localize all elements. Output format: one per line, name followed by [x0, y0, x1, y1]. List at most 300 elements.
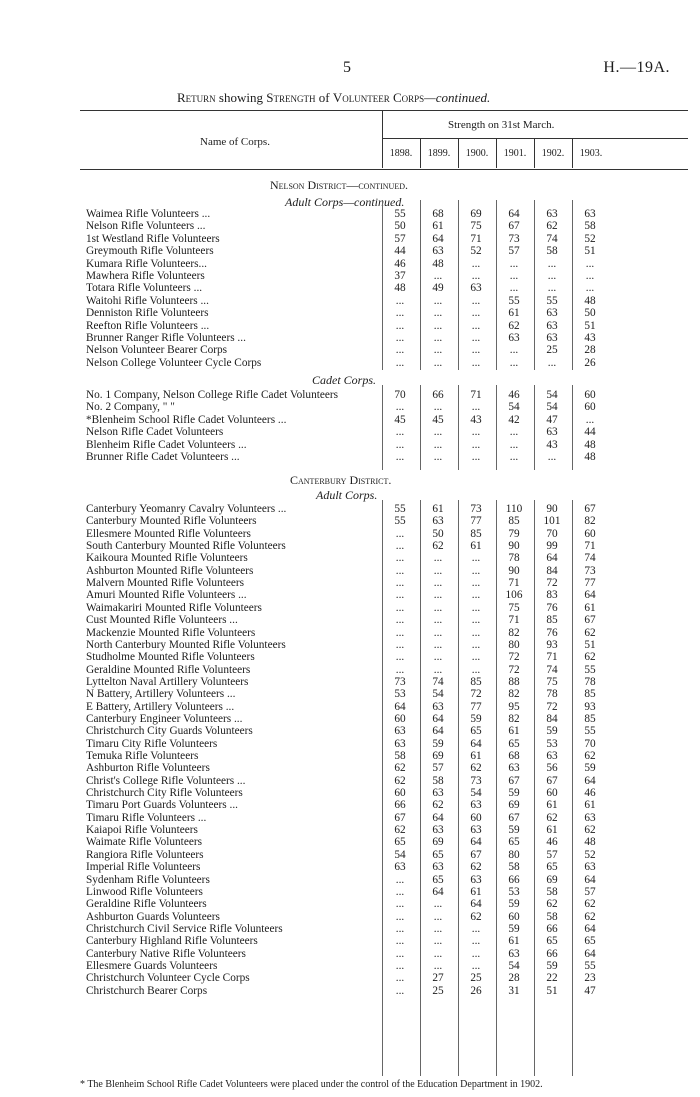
- strength-cell: 55: [394, 515, 406, 528]
- table-row: [86, 220, 690, 232]
- strength-cell: ...: [471, 344, 481, 357]
- strength-cell: ...: [471, 959, 481, 972]
- corps-name: Waimea Rifle Volunteers ...: [86, 208, 211, 220]
- strength-cell: ...: [509, 282, 519, 295]
- column-rule: [458, 200, 459, 370]
- table-row: [86, 985, 690, 997]
- table-row: [86, 344, 690, 356]
- strength-cell: 84: [546, 712, 558, 725]
- strength-cell: ...: [471, 401, 481, 414]
- strength-cell: 71: [508, 577, 520, 590]
- strength-cell: ...: [395, 638, 405, 651]
- strength-cell: 95: [508, 700, 520, 713]
- strength-cell: 63: [394, 861, 406, 874]
- strength-cell: 62: [432, 540, 444, 553]
- strength-cell: 51: [546, 984, 558, 997]
- year-header-1900: 1900.: [465, 148, 489, 159]
- strength-cell: ...: [395, 319, 405, 332]
- strength-cell: 63: [546, 750, 558, 762]
- strength-cell: 62: [584, 898, 596, 911]
- strength-cell: ...: [471, 922, 481, 935]
- strength-cell: 67: [394, 811, 406, 824]
- strength-cell: 72: [470, 688, 482, 701]
- strength-cell: 54: [546, 389, 558, 401]
- strength-cell: 62: [584, 750, 596, 762]
- strength-cell: ...: [433, 614, 443, 627]
- strength-cell: 65: [546, 861, 558, 874]
- strength-cell: ...: [395, 540, 405, 553]
- strength-cell: 25: [546, 344, 558, 357]
- strength-cell: 51: [584, 245, 596, 258]
- strength-cell: 61: [508, 725, 520, 738]
- table-row: [86, 589, 690, 601]
- strength-cell: 57: [508, 245, 520, 258]
- strength-cell: ...: [509, 257, 519, 270]
- strength-cell: 55: [584, 959, 596, 972]
- strength-cell: 52: [470, 245, 482, 258]
- name-column-header: Name of Corps.: [200, 136, 270, 148]
- strength-cell: 83: [546, 589, 558, 602]
- strength-cell: 78: [584, 675, 596, 688]
- table-row: [86, 725, 690, 737]
- corps-name: Christchurch City Rifle Volunteers: [86, 787, 243, 800]
- table-row: [86, 688, 690, 700]
- strength-cell: 26: [584, 356, 596, 369]
- strength-cell: 85: [546, 614, 558, 627]
- column-rule: [382, 500, 383, 1076]
- table-row: [86, 787, 690, 799]
- section-canterbury-adult: Adult Corps.: [316, 488, 378, 502]
- strength-cell: ...: [471, 270, 481, 282]
- strength-cell: 82: [584, 515, 596, 528]
- strength-cell: 65: [470, 725, 482, 738]
- strength-cell: 64: [432, 811, 444, 824]
- strength-cell: 61: [470, 750, 482, 762]
- column-rule: [572, 200, 573, 370]
- strength-cell: 57: [394, 232, 406, 245]
- strength-cell: 63: [584, 208, 596, 220]
- strength-cell: 77: [470, 515, 482, 528]
- strength-cell: 63: [470, 799, 482, 812]
- strength-cell: 55: [394, 503, 406, 515]
- corps-name: Canterbury Yeomanry Cavalry Volunteers ...: [86, 503, 287, 515]
- strength-cell: 59: [432, 737, 444, 750]
- strength-cell: ...: [433, 601, 443, 614]
- strength-cell: 47: [546, 413, 558, 426]
- strength-cell: 74: [584, 552, 596, 565]
- column-rule: [572, 385, 573, 470]
- section-canterbury-district: Canterbury District.: [290, 473, 392, 487]
- strength-cell: 58: [546, 245, 558, 258]
- strength-cell: ...: [471, 589, 481, 602]
- strength-cell: 64: [432, 232, 444, 245]
- strength-cell: ...: [395, 935, 405, 948]
- strength-cell: 22: [546, 972, 558, 985]
- strength-cell: 60: [470, 811, 482, 824]
- section-nelson-cadet: Cadet Corps.: [312, 373, 377, 387]
- strength-cell: ...: [509, 426, 519, 439]
- table-row: [86, 775, 690, 787]
- strength-cell: 44: [394, 245, 406, 258]
- strength-cell: ...: [471, 614, 481, 627]
- corps-name: Brunner Rifle Cadet Volunteers ...: [86, 451, 240, 463]
- strength-cell: ...: [471, 451, 481, 463]
- strength-cell: ...: [471, 319, 481, 332]
- strength-cell: ...: [395, 344, 405, 357]
- strength-cell: ...: [433, 626, 443, 639]
- corps-name: Malvern Mounted Rifle Volunteers: [86, 577, 245, 590]
- strength-cell: ...: [433, 564, 443, 577]
- strength-cell: 62: [470, 910, 482, 923]
- strength-cell: 71: [470, 232, 482, 245]
- table-row: [86, 258, 690, 270]
- strength-cell: ...: [433, 922, 443, 935]
- strength-cell: 63: [432, 824, 444, 837]
- strength-cell: ...: [433, 910, 443, 923]
- strength-cell: ...: [395, 922, 405, 935]
- strength-cell: 46: [546, 836, 558, 849]
- page-number: 5: [343, 59, 351, 76]
- strength-cell: 50: [394, 220, 406, 233]
- table-row: [86, 886, 690, 898]
- strength-cell: 61: [546, 799, 558, 812]
- corps-name: North Canterbury Mounted Rifle Volunteers: [86, 638, 286, 651]
- strength-cell: ...: [433, 344, 443, 357]
- strength-cell: 63: [432, 787, 444, 800]
- strength-cell: ...: [471, 935, 481, 948]
- column-rule: [458, 385, 459, 470]
- table-row: [86, 357, 690, 369]
- strength-cell: 70: [546, 527, 558, 540]
- strength-cell: 27: [432, 972, 444, 985]
- strength-cell: 60: [508, 910, 520, 923]
- strength-cell: 63: [584, 861, 596, 874]
- corps-name: Kaiapoi Rifle Volunteers: [86, 824, 198, 837]
- corps-name: Geraldine Rifle Volunteers: [86, 898, 207, 911]
- strength-cell: ...: [395, 552, 405, 565]
- strength-cell: 85: [584, 688, 596, 701]
- strength-cell: ...: [395, 356, 405, 369]
- corps-name: South Canterbury Mounted Rifle Volunteers: [86, 540, 286, 553]
- strength-cell: ...: [395, 959, 405, 972]
- strength-cell: ...: [395, 972, 405, 985]
- strength-cell: 69: [546, 873, 558, 886]
- strength-cell: 46: [584, 787, 596, 800]
- strength-cell: 62: [584, 626, 596, 639]
- strength-cell: 63: [508, 332, 520, 344]
- strength-cell: 64: [470, 737, 482, 750]
- strength-cell: 55: [584, 663, 596, 676]
- strength-cell: 58: [546, 885, 558, 898]
- corps-name: Nelson College Volunteer Cycle Corps: [86, 356, 262, 369]
- strength-cell: 66: [432, 389, 444, 401]
- strength-cell: ...: [509, 270, 519, 282]
- strength-cell: 69: [470, 208, 482, 220]
- strength-cell: 48: [584, 836, 596, 849]
- table-row: [86, 861, 690, 873]
- column-rule: [496, 385, 497, 470]
- strength-cell: 72: [508, 651, 520, 664]
- strength-cell: 79: [508, 527, 520, 540]
- column-rule: [572, 500, 573, 1076]
- strength-cell: 85: [470, 527, 482, 540]
- strength-cell: 61: [508, 935, 520, 948]
- table-row: [86, 389, 690, 401]
- table-row: [86, 515, 690, 527]
- strength-cell: 110: [505, 503, 523, 515]
- strength-cell: 76: [546, 601, 558, 614]
- strength-cell: ...: [395, 401, 405, 414]
- table-row: [86, 972, 690, 984]
- corps-name: Sydenham Rifle Volunteers: [86, 873, 210, 886]
- table-row: [86, 923, 690, 935]
- strength-cell: ...: [433, 663, 443, 676]
- strength-cell: 64: [470, 898, 482, 911]
- strength-cell: 61: [470, 885, 482, 898]
- table-row: [86, 320, 690, 332]
- strength-cell: 82: [508, 712, 520, 725]
- strength-cell: 63: [546, 307, 558, 320]
- column-rule: [382, 200, 383, 370]
- strength-cell: 64: [584, 774, 596, 787]
- strength-cell: 59: [508, 787, 520, 800]
- strength-cell: 59: [508, 898, 520, 911]
- table-row: [86, 812, 690, 824]
- table-row: [86, 639, 690, 651]
- strength-cell: 59: [470, 712, 482, 725]
- strength-cell: 82: [508, 626, 520, 639]
- strength-cell: 69: [432, 750, 444, 762]
- corps-name: Waimate Rifle Volunteers: [86, 836, 203, 849]
- table-row: [86, 713, 690, 725]
- strength-cell: 64: [394, 700, 406, 713]
- strength-cell: 46: [508, 389, 520, 401]
- strength-cell: 63: [546, 319, 558, 332]
- strength-cell: ...: [471, 638, 481, 651]
- strength-cell: 85: [584, 712, 596, 725]
- strength-cell: 25: [432, 984, 444, 997]
- strength-cell: 48: [394, 282, 406, 295]
- table-row: [86, 948, 690, 960]
- strength-cell: 67: [508, 220, 520, 233]
- column-rule: [534, 200, 535, 370]
- corps-name: Amuri Mounted Rifle Volunteers ...: [86, 589, 247, 602]
- corps-name: Timaru Port Guards Volunteers ...: [86, 799, 238, 812]
- corps-name: Greymouth Rifle Volunteers: [86, 245, 214, 258]
- title-of: of: [315, 90, 333, 105]
- corps-name: Rangiora Rifle Volunteers: [86, 848, 204, 861]
- strength-cell: 71: [470, 389, 482, 401]
- strength-cell: 45: [432, 413, 444, 426]
- table-row: [86, 799, 690, 811]
- strength-cell: 55: [584, 725, 596, 738]
- strength-cell: 54: [470, 787, 482, 800]
- section-nelson-adult: Adult Corps—continued.: [285, 195, 405, 209]
- strength-cell: 57: [584, 885, 596, 898]
- table-row: [86, 439, 690, 451]
- column-rule: [496, 200, 497, 370]
- table-row: [86, 233, 690, 245]
- corps-name: Timaru Rifle Volunteers ...: [86, 811, 207, 824]
- strength-cell: 67: [546, 774, 558, 787]
- strength-cell: 101: [543, 515, 561, 528]
- column-rule: [534, 500, 535, 1076]
- strength-cell: 69: [508, 799, 520, 812]
- strength-cell: ...: [395, 451, 405, 463]
- strength-cell: ...: [509, 356, 519, 369]
- strength-cell: ...: [395, 873, 405, 886]
- corps-name: Mackenzie Mounted Rifle Volunteers: [86, 626, 256, 639]
- strength-cell: ...: [433, 552, 443, 565]
- strength-cell: 60: [584, 401, 596, 414]
- table-row: [86, 960, 690, 972]
- strength-cell: 54: [508, 401, 520, 414]
- strength-cell: 57: [432, 762, 444, 775]
- strength-cell: ...: [433, 294, 443, 307]
- corps-name: N Battery, Artillery Volunteers ...: [86, 688, 236, 701]
- strength-cell: 62: [394, 762, 406, 775]
- strength-cell: 54: [508, 959, 520, 972]
- strength-cell: ...: [585, 413, 595, 426]
- corps-name: Ellesmere Guards Volunteers: [86, 959, 218, 972]
- corps-name: Christchurch Civil Service Rifle Volunteers: [86, 922, 283, 935]
- year-header-1902: 1902.: [541, 148, 565, 159]
- strength-cell: ...: [509, 344, 519, 357]
- strength-cell: ...: [433, 319, 443, 332]
- strength-cell: 62: [394, 774, 406, 787]
- strength-cell: ...: [395, 947, 405, 960]
- corps-name: Nelson Rifle Cadet Volunteers: [86, 426, 224, 439]
- strength-cell: ...: [433, 332, 443, 344]
- strength-cell: 67: [584, 503, 596, 515]
- strength-cell: ...: [433, 947, 443, 960]
- strength-cell: 67: [470, 848, 482, 861]
- strength-cell: ...: [395, 601, 405, 614]
- table-row: [86, 577, 690, 589]
- strength-cell: ...: [395, 626, 405, 639]
- column-rule: [534, 385, 535, 470]
- strength-cell: 61: [432, 503, 444, 515]
- strength-cell: 65: [508, 737, 520, 750]
- strength-cell: 99: [546, 540, 558, 553]
- strength-cell: ...: [395, 426, 405, 439]
- strength-cell: 63: [546, 208, 558, 220]
- strength-cell: 67: [508, 811, 520, 824]
- strength-cell: 64: [584, 922, 596, 935]
- strength-cell: 50: [584, 307, 596, 320]
- strength-cell: 76: [546, 626, 558, 639]
- strength-cell: 90: [508, 564, 520, 577]
- corps-name: E Battery, Artillery Volunteers ...: [86, 700, 235, 713]
- corps-name: *Blenheim School Rifle Cadet Volunteers ...: [86, 413, 287, 426]
- strength-cell: ...: [471, 663, 481, 676]
- strength-cell: 71: [508, 614, 520, 627]
- strength-cell: 65: [432, 873, 444, 886]
- strength-cell: 64: [432, 885, 444, 898]
- strength-cell: ...: [547, 282, 557, 295]
- strength-cell: 37: [394, 270, 406, 282]
- strength-cell: 59: [546, 959, 558, 972]
- corps-name: Christchurch City Guards Volunteers: [86, 725, 253, 738]
- strength-cell: 85: [470, 675, 482, 688]
- strength-cell: ...: [471, 564, 481, 577]
- strength-cell: 78: [508, 552, 520, 565]
- table-row: [86, 738, 690, 750]
- strength-cell: 60: [584, 527, 596, 540]
- strength-cell: 69: [432, 836, 444, 849]
- strength-cell: 44: [584, 426, 596, 439]
- strength-cell: 62: [470, 762, 482, 775]
- strength-cell: 67: [584, 614, 596, 627]
- column-rule: [420, 200, 421, 370]
- table-row: [86, 245, 690, 257]
- corps-name: Kumara Rifle Volunteers...: [86, 257, 207, 270]
- strength-cell: 63: [508, 947, 520, 960]
- table-row: [86, 552, 690, 564]
- strength-cell: 62: [546, 898, 558, 911]
- strength-cell: 64: [584, 947, 596, 960]
- strength-cell: 51: [584, 638, 596, 651]
- strength-cell: 65: [432, 848, 444, 861]
- table-row: [86, 282, 690, 294]
- year-header-1903: 1903.: [579, 148, 603, 159]
- strength-cell: ...: [547, 451, 557, 463]
- corps-name: Ashburton Guards Volunteers: [86, 910, 220, 923]
- strength-cell: 67: [508, 774, 520, 787]
- strength-cell: 50: [432, 527, 444, 540]
- strength-cell: 63: [584, 811, 596, 824]
- strength-cell: 59: [546, 725, 558, 738]
- table-row: [86, 874, 690, 886]
- strength-cell: ...: [471, 356, 481, 369]
- strength-cell: 47: [584, 984, 596, 997]
- strength-cell: 71: [546, 651, 558, 664]
- strength-cell: ...: [471, 552, 481, 565]
- strength-cell: ...: [471, 601, 481, 614]
- corps-name: Ashburton Rifle Volunteers: [86, 762, 210, 775]
- table-row: [86, 295, 690, 307]
- strength-cell: 63: [470, 824, 482, 837]
- strength-cell: ...: [433, 270, 443, 282]
- strength-cell: 80: [508, 638, 520, 651]
- table-row: [86, 307, 690, 319]
- corps-name: No. 1 Company, Nelson College Rifle Cadet Volunteers: [86, 389, 339, 401]
- strength-cell: 63: [470, 873, 482, 886]
- strength-cell: 63: [432, 245, 444, 258]
- strength-cell: 72: [508, 663, 520, 676]
- column-rule: [420, 385, 421, 470]
- table-row: [86, 503, 690, 515]
- strength-cell: 72: [546, 577, 558, 590]
- strength-cell: 52: [584, 848, 596, 861]
- table-row: [86, 750, 690, 762]
- table-row: [86, 651, 690, 663]
- strength-cell: 60: [394, 712, 406, 725]
- title-volunteer-corps: Volunteer Corps: [332, 90, 425, 105]
- table-row: [86, 451, 690, 463]
- strength-cell: 68: [432, 208, 444, 220]
- strength-cell: ...: [585, 282, 595, 295]
- strength-cell: ...: [395, 332, 405, 344]
- strength-cell: 63: [432, 515, 444, 528]
- table-row: [86, 664, 690, 676]
- strength-cell: ...: [395, 438, 405, 451]
- strength-cell: 53: [546, 737, 558, 750]
- corps-name: Canterbury Highland Rifle Volunteers: [86, 935, 258, 948]
- corps-name: Nelson Rifle Volunteers ...: [86, 220, 206, 233]
- strength-cell: 78: [546, 688, 558, 701]
- strength-cell: 42: [508, 413, 520, 426]
